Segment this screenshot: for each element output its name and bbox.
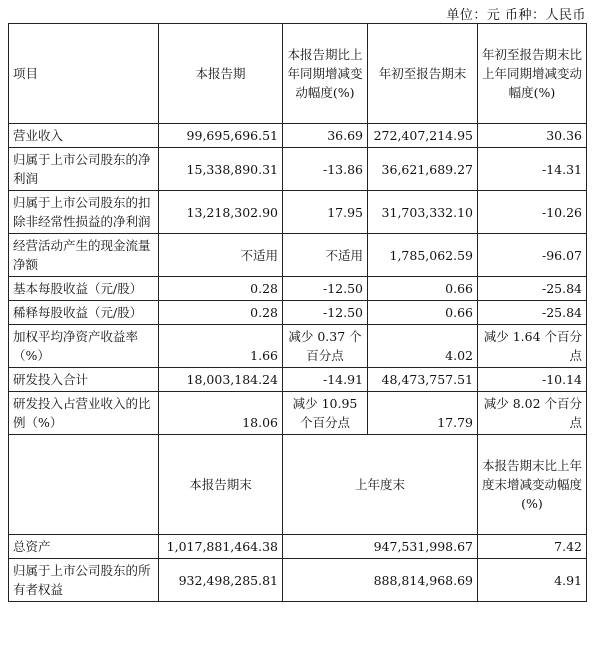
row-item: 加权平均净资产收益率（%） [9, 325, 159, 368]
table-row [9, 191, 587, 234]
row-current: 0.28 [159, 277, 283, 301]
row-balance-change: 4.91 [478, 559, 587, 602]
table-row [9, 559, 587, 602]
row-change: 减少 10.95 个百分点 [283, 392, 368, 435]
row-ytd: 17.79 [368, 392, 478, 435]
balance-header-row [9, 435, 587, 535]
header-current-period: 本报告期 [159, 24, 283, 124]
balance-header-blank [9, 435, 159, 535]
row-ytd-change: -25.84 [478, 301, 587, 325]
row-current: 0.28 [159, 301, 283, 325]
row-ytd-change: -14.31 [478, 148, 587, 191]
header-ytd: 年初至报告期末 [368, 24, 478, 124]
row-change: -13.86 [283, 148, 368, 191]
header-item: 项目 [9, 24, 159, 124]
header-last-year-end: 上年度末 [283, 435, 478, 535]
header-yoy-change: 本报告期比上年同期增减变动幅度(%) [283, 24, 368, 124]
row-ytd: 4.02 [368, 325, 478, 368]
row-change: 减少 0.37 个百分点 [283, 325, 368, 368]
row-ytd-change: -96.07 [478, 234, 587, 277]
row-item: 基本每股收益（元/股） [9, 277, 159, 301]
row-change: -12.50 [283, 277, 368, 301]
table-row [9, 392, 587, 435]
row-change: 36.69 [283, 124, 368, 148]
header-period-end: 本报告期末 [159, 435, 283, 535]
row-ytd: 0.66 [368, 301, 478, 325]
row-change: -14.91 [283, 368, 368, 392]
row-item: 总资产 [9, 535, 159, 559]
row-ytd-change: 减少 8.02 个百分点 [478, 392, 587, 435]
table-row [9, 148, 587, 191]
table-row [9, 535, 587, 559]
row-ytd: 272,407,214.95 [368, 124, 478, 148]
row-current: 18.06 [159, 392, 283, 435]
unit-currency-note: 单位：元 币种：人民币 [446, 8, 586, 23]
financial-data-table [8, 23, 587, 602]
row-ytd-change: -10.26 [478, 191, 587, 234]
row-ytd: 48,473,757.51 [368, 368, 478, 392]
row-change: -12.50 [283, 301, 368, 325]
row-item: 归属于上市公司股东的所有者权益 [9, 559, 159, 602]
table-row [9, 301, 587, 325]
row-item: 营业收入 [9, 124, 159, 148]
row-period-end: 1,017,881,464.38 [159, 535, 283, 559]
row-current: 18,003,184.24 [159, 368, 283, 392]
row-period-end: 932,498,285.81 [159, 559, 283, 602]
row-ytd: 0.66 [368, 277, 478, 301]
table-row [9, 325, 587, 368]
row-current: 13,218,302.90 [159, 191, 283, 234]
row-item: 归属于上市公司股东的扣除非经常性损益的净利润 [9, 191, 159, 234]
row-item: 研发投入占营业收入的比例（%） [9, 392, 159, 435]
row-item: 归属于上市公司股东的净利润 [9, 148, 159, 191]
table-row [9, 124, 587, 148]
table-row [9, 368, 587, 392]
row-ytd-change: -25.84 [478, 277, 587, 301]
row-last-year-end: 888,814,968.69 [283, 559, 478, 602]
row-item: 研发投入合计 [9, 368, 159, 392]
header-ytd-change: 年初至报告期末比上年同期增减变动幅度(%) [478, 24, 587, 124]
row-balance-change: 7.42 [478, 535, 587, 559]
row-current: 1.66 [159, 325, 283, 368]
row-change: 17.95 [283, 191, 368, 234]
row-ytd-change: 30.36 [478, 124, 587, 148]
row-current: 99,695,696.51 [159, 124, 283, 148]
row-item: 稀释每股收益（元/股） [9, 301, 159, 325]
table-row [9, 277, 587, 301]
row-ytd: 36,621,689.27 [368, 148, 478, 191]
row-item: 经营活动产生的现金流量净额 [9, 234, 159, 277]
row-ytd-change: 减少 1.64 个百分点 [478, 325, 587, 368]
row-ytd-change: -10.14 [478, 368, 587, 392]
row-change: 不适用 [283, 234, 368, 277]
table-row [9, 234, 587, 277]
row-last-year-end: 947,531,998.67 [283, 535, 478, 559]
row-ytd: 31,703,332.10 [368, 191, 478, 234]
row-current: 15,338,890.31 [159, 148, 283, 191]
table-header-row [9, 24, 587, 124]
row-current: 不适用 [159, 234, 283, 277]
row-ytd: 1,785,062.59 [368, 234, 478, 277]
header-balance-change: 本报告期末比上年度末增减变动幅度(%) [478, 435, 587, 535]
